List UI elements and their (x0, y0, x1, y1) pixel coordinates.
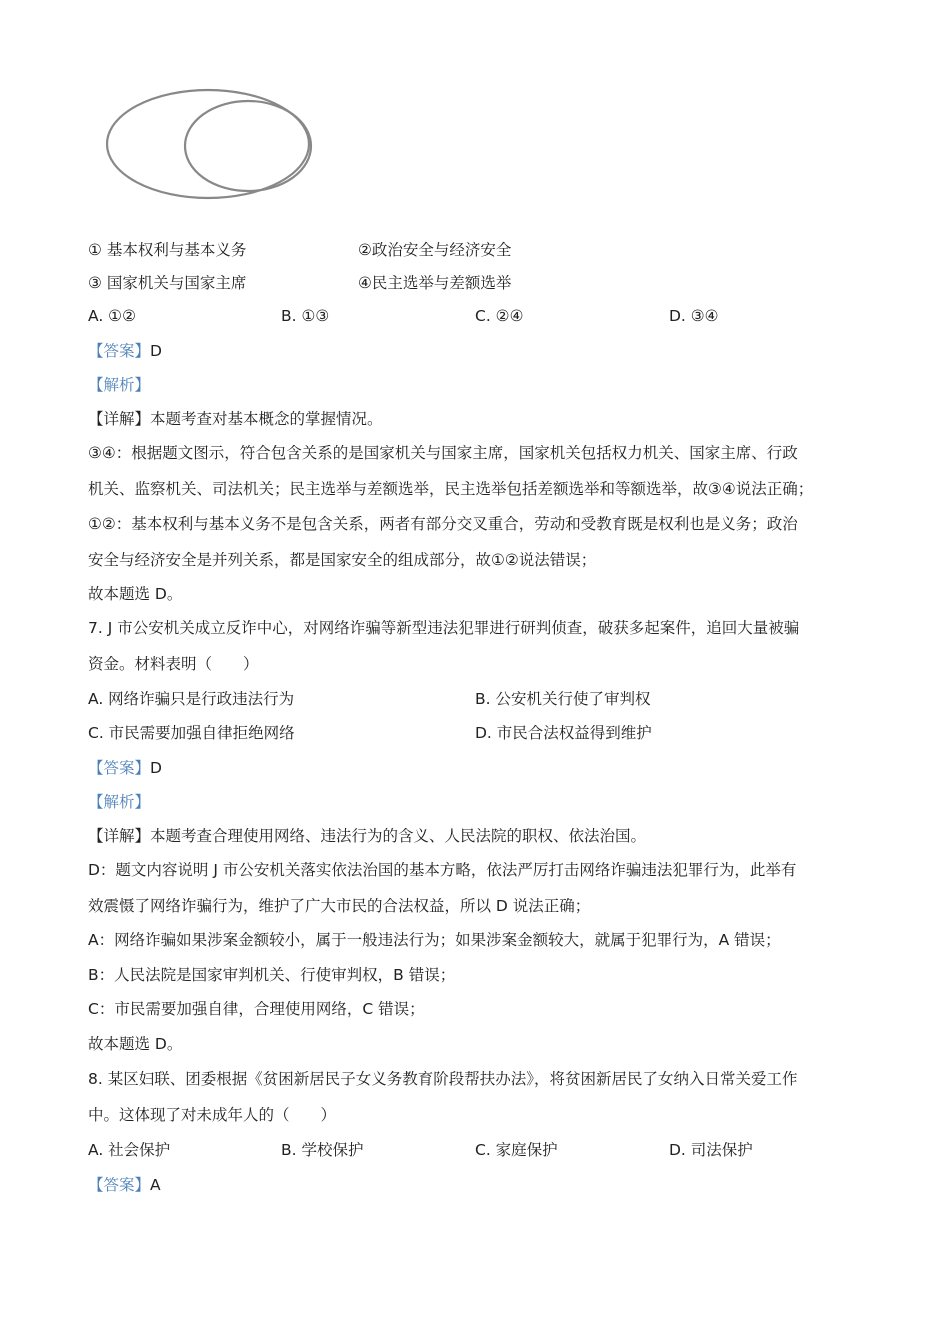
venn-inclusion-diagram (100, 84, 320, 208)
q7-answer-line (88, 757, 162, 779)
q7-option-d: D. 市民合法权益得到维护 (475, 724, 652, 742)
q7-stem-2: 资金。材料表明（ ） (88, 655, 259, 673)
q7-analysis-tag: 【解析】 (88, 793, 151, 811)
statement-4: ④民主选举与差额选举 (358, 274, 512, 292)
q7-option-c: C. 市民需要加强自律拒绝网络 (88, 724, 295, 742)
q7-option-a: A. 网络诈骗只是行政违法行为 (88, 690, 295, 708)
q6-detail-4: ①②：基本权利与基本义务不是包含关系，两者有部分交叉重合，劳动和受教育既是权利也是义务；政治 (88, 515, 798, 533)
q7-detail-5: B：人民法院是国家审判机关、行使审判权，B 错误； (88, 966, 456, 984)
q8-option-d: D. 司法保护 (669, 1141, 753, 1159)
q6-detail-6: 故本题选 D。 (88, 585, 183, 603)
statement-2: ②政治安全与经济安全 (358, 241, 512, 259)
q8-option-a: A. 社会保护 (88, 1141, 171, 1159)
q7-stem-1: 7. J 市公安机关成立反诈中心，对网络诈骗等新型违法犯罪进行研判侦查，破获多起案件，追回大量被骗 (88, 619, 800, 637)
q7-detail-6: C：市民需要加强自律，合理使用网络，C 错误； (88, 1000, 425, 1018)
q6-analysis-tag: 【解析】 (88, 376, 151, 394)
q6-detail-3: 机关、监察机关、司法机关；民主选举与差额选举，民主选举包括差额选举和等额选举，故③④说法正确； (88, 480, 814, 498)
q8-option-b: B. 学校保护 (281, 1141, 364, 1159)
q6-option-d: D. ③④ (669, 307, 719, 325)
answer-value: D (150, 759, 162, 777)
q6-option-c: C. ②④ (475, 307, 524, 325)
q8-stem-1: 8. 某区妇联、团委根据《贫困新居民子女义务教育阶段帮扶办法》，将贫困新居民了女纳入日常关爱工作 (88, 1070, 798, 1088)
q7-detail-7: 故本题选 D。 (88, 1035, 183, 1053)
q8-option-c: C. 家庭保护 (475, 1141, 558, 1159)
inner-ellipse (185, 101, 311, 191)
q7-detail-4: A：网络诈骗如果涉案金额较小，属于一般违法行为；如果涉案金额较大，就属于犯罪行为，A 错误； (88, 931, 781, 949)
q7-detail-3: 效震慑了网络诈骗行为，维护了广大市民的合法权益，所以 D 说法正确； (88, 897, 591, 915)
q7-detail-2: D：题文内容说明 J 市公安机关落实依法治国的基本方略，依法严厉打击网络诈骗违法犯罪行为，此举有 (88, 861, 797, 879)
answer-tag: 【答案】 (88, 759, 151, 777)
answer-tag: 【答案】 (88, 342, 151, 360)
q6-option-a: A. ①② (88, 307, 136, 325)
q6-detail-2: ③④：根据题文图示，符合包含关系的是国家机关与国家主席，国家机关包括权力机关、国家主席、行政 (88, 444, 798, 462)
statement-3: ③ 国家机关与国家主席 (88, 274, 247, 292)
q6-answer-line (88, 340, 162, 362)
q6-detail-1: 【详解】本题考查对基本概念的掌握情况。 (88, 410, 383, 428)
q6-option-b: B. ①③ (281, 307, 330, 325)
q8-answer-line (88, 1174, 161, 1196)
statement-1: ① 基本权利与基本义务 (88, 241, 247, 259)
q8-stem-2: 中。这体现了对未成年人的（ ） (88, 1106, 337, 1124)
answer-value: A (150, 1176, 161, 1194)
answer-tag: 【答案】 (88, 1176, 151, 1194)
q7-option-b: B. 公安机关行使了审判权 (475, 690, 651, 708)
q6-detail-5: 安全与经济安全是并列关系，都是国家安全的组成部分，故①②说法错误； (88, 551, 597, 569)
q7-detail-1: 【详解】本题考查合理使用网络、违法行为的含义、人民法院的职权、依法治国。 (88, 827, 647, 845)
answer-value: D (150, 342, 162, 360)
